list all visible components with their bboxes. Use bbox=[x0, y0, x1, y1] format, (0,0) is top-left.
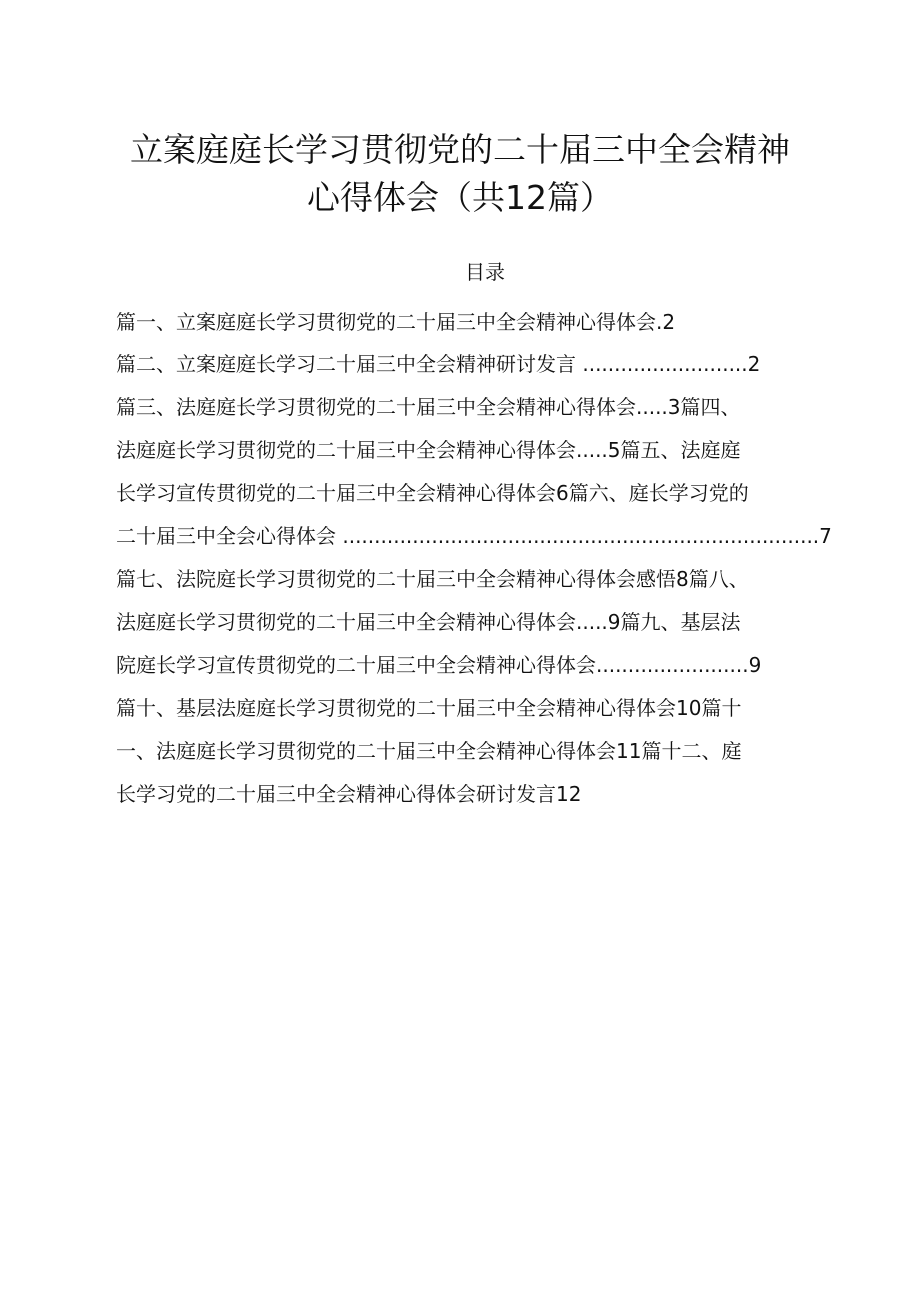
toc-line: 篇十、基层法庭庭长学习贯彻党的二十届三中全会精神心得体会10篇十 bbox=[116, 696, 742, 720]
toc-line: 篇一、立案庭庭长学习贯彻党的二十届三中全会精神心得体会.2 bbox=[116, 310, 676, 334]
toc-line: 长学习党的二十届三中全会精神心得体会研讨发言12 bbox=[116, 782, 582, 806]
toc-line: 法庭庭长学习贯彻党的二十届三中全会精神心得体会.....5篇五、法庭庭 bbox=[116, 438, 741, 462]
toc-line: 篇二、立案庭庭长学习二十届三中全会精神研讨发言 ..........................2 bbox=[116, 352, 761, 376]
toc-line: 长学习宣传贯彻党的二十届三中全会精神心得体会6篇六、庭长学习党的 bbox=[116, 481, 749, 505]
toc-line: 篇三、法庭庭长学习贯彻党的二十届三中全会精神心得体会.....3篇四、 bbox=[116, 395, 741, 419]
document-title-line-1: 立案庭庭长学习贯彻党的二十届三中全会精神 bbox=[130, 130, 790, 169]
toc-heading: 目录 bbox=[465, 260, 505, 284]
document-title-line-2: 心得体会（共12篇） bbox=[307, 178, 613, 217]
toc-line: 二十届三中全会心得体会 ...........................................................................7 bbox=[116, 524, 832, 548]
toc-line: 一、法庭庭长学习贯彻党的二十届三中全会精神心得体会11篇十二、庭 bbox=[116, 739, 742, 763]
toc-line: 院庭长学习宣传贯彻党的二十届三中全会精神心得体会........................9 bbox=[116, 653, 762, 677]
toc-line: 篇七、法院庭长学习贯彻党的二十届三中全会精神心得体会感悟8篇八、 bbox=[116, 567, 749, 591]
toc-line: 法庭庭长学习贯彻党的二十届三中全会精神心得体会.....9篇九、基层法 bbox=[116, 610, 741, 634]
